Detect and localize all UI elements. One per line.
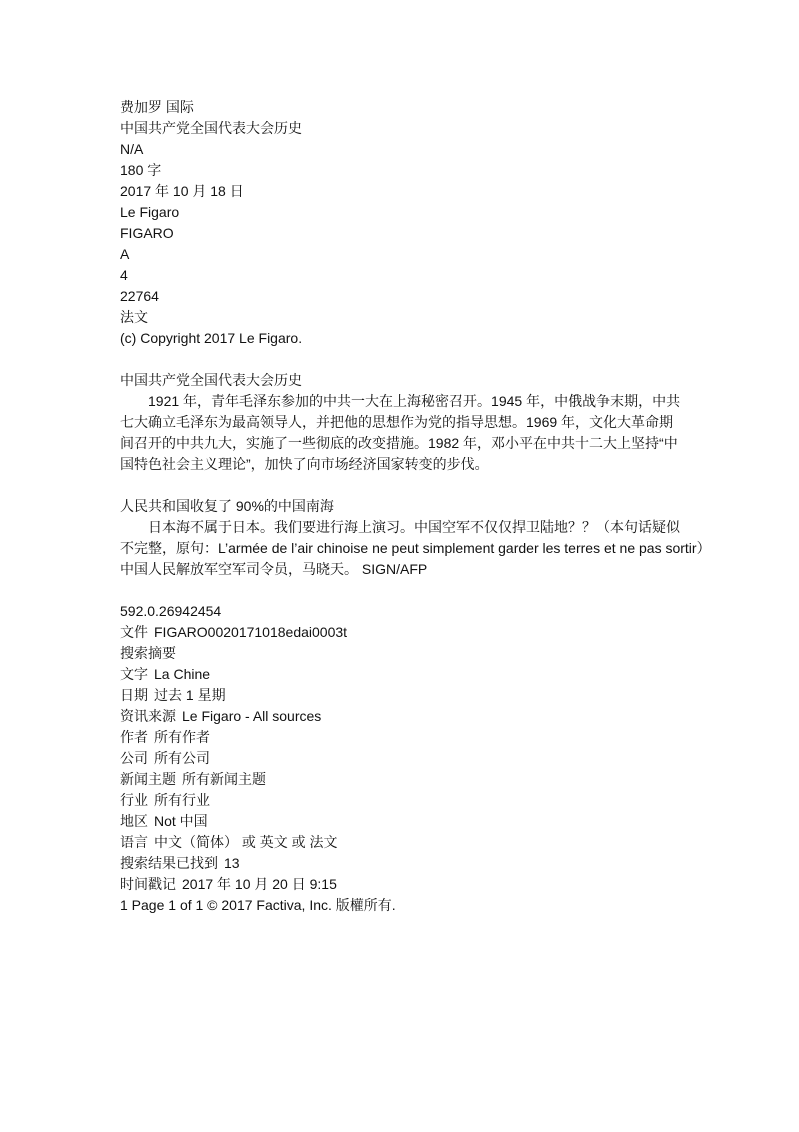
field-label: 资讯来源 xyxy=(120,708,176,724)
field-label: 语言 xyxy=(120,834,148,850)
field-value: 13 xyxy=(224,855,240,871)
word-count: 180 字 xyxy=(120,162,162,178)
article-section-title: 中国共产党全国代表大会历史 xyxy=(120,372,302,388)
field-value: 所有新闻主题 xyxy=(182,771,266,787)
summary-field-region xyxy=(120,811,740,832)
field-value: 2017 年 10 月 20 日 9:15 xyxy=(182,876,337,892)
field-label: 行业 xyxy=(120,792,148,808)
edition: A xyxy=(120,246,130,262)
blank-line xyxy=(120,349,740,370)
paragraph-line: 1921 年，青年毛泽东参加的中共一大在上海秘密召开。1945 年，中俄战争末期，中共 xyxy=(148,393,681,409)
summary-field-results-count xyxy=(120,853,740,874)
article-section-title: 人民共和国收复了 90%的中国南海 xyxy=(120,498,334,514)
article-paragraph xyxy=(120,391,740,475)
summary-field-timestamp xyxy=(120,874,740,895)
summary-field-industry xyxy=(120,790,740,811)
field-label: 时间戳记 xyxy=(120,876,176,892)
source-name: Le Figaro xyxy=(120,204,180,220)
section-label: 费加罗 国际 xyxy=(120,99,194,115)
file-value: FIGARO0020171018edai0003t xyxy=(154,624,348,640)
paragraph-line: 间召开的中共九大，实施了一些彻底的改变措施。1982 年，邓小平在中共十二大上坚持“中 xyxy=(120,435,678,451)
volume-number: 22764 xyxy=(120,288,159,304)
field-label: 地区 xyxy=(120,813,148,829)
field-value: Not 中国 xyxy=(154,813,208,829)
paragraph-line: 七大确立毛泽东为最高领导人，并把他的思想作为党的指导思想。1969 年，文化大革命期 xyxy=(120,414,674,430)
paragraph-line: 国特色社会主义理论”，加快了向市场经济国家转变的步伐。 xyxy=(120,456,489,472)
copyright-notice: (c) Copyright 2017 Le Figaro. xyxy=(120,330,303,346)
field-value: 中文（简体） 或 英文 或 法文 xyxy=(154,834,338,850)
paragraph-line: 日本海不属于日本。我们要进行海上演习。中国空军不仅仅捍卫陆地？？（本句话疑似 xyxy=(148,519,680,535)
field-value: La Chine xyxy=(154,666,211,682)
page-footer: 1 Page 1 of 1 © 2017 Factiva, Inc. 版權所有. xyxy=(120,897,396,913)
blank-line xyxy=(120,475,740,496)
field-label: 公司 xyxy=(120,750,148,766)
document-content xyxy=(120,97,740,916)
headline: 中国共产党全国代表大会历史 xyxy=(120,120,302,136)
paragraph-line: 不完整，原句：L’armée de l’air chinoise ne peut simplement garder les terres et ne pas sortir） xyxy=(120,540,711,556)
summary-field-company xyxy=(120,748,740,769)
blank-line xyxy=(120,580,740,601)
page-number: 4 xyxy=(120,267,128,283)
article-section xyxy=(120,370,740,475)
publication-date: 2017 年 10 月 18 日 xyxy=(120,183,244,199)
field-label: 日期 xyxy=(120,687,148,703)
field-value: 所有作者 xyxy=(154,729,210,745)
field-label: 新闻主题 xyxy=(120,771,176,787)
field-label: 作者 xyxy=(120,729,148,745)
article-section xyxy=(120,496,740,580)
summary-field-language xyxy=(120,832,740,853)
document-number: 592.0.26942454 xyxy=(120,603,222,619)
field-value: 所有公司 xyxy=(154,750,210,766)
search-summary xyxy=(120,601,740,916)
field-value: 所有行业 xyxy=(154,792,210,808)
paragraph-line: 中国人民解放军空军司令员，马晓天。 SIGN/AFP xyxy=(120,561,428,577)
search-summary-title: 搜索摘要 xyxy=(120,645,176,661)
file-row xyxy=(120,622,740,643)
summary-field-date xyxy=(120,685,740,706)
summary-field-source xyxy=(120,706,740,727)
byline: N/A xyxy=(120,141,144,157)
field-value: Le Figaro - All sources xyxy=(182,708,322,724)
file-label: 文件 xyxy=(120,624,148,640)
field-label: 搜索结果已找到 xyxy=(120,855,218,871)
source-code: FIGARO xyxy=(120,225,174,241)
summary-field-subject xyxy=(120,769,740,790)
article-paragraph xyxy=(120,517,740,580)
summary-field-text xyxy=(120,664,740,685)
field-value: 过去 1 星期 xyxy=(154,687,226,703)
article-metadata xyxy=(120,97,740,349)
summary-field-author xyxy=(120,727,740,748)
field-label: 文字 xyxy=(120,666,148,682)
article-language: 法文 xyxy=(120,309,148,325)
